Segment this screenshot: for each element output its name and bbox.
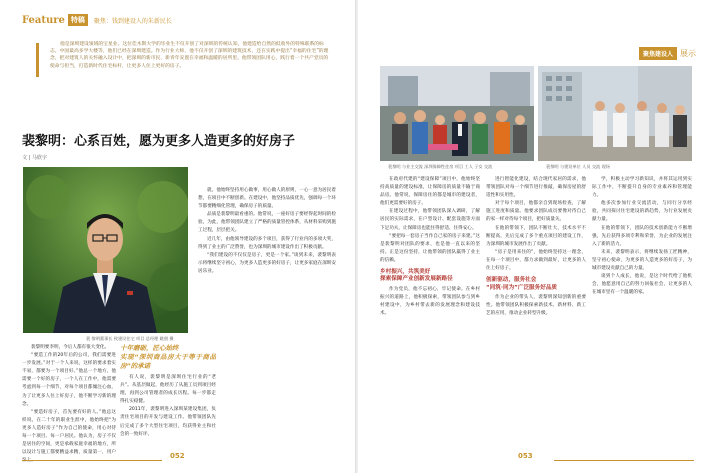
paragraph: 学，积极主动学习新知识，并将其运用到实际工作中，不断提升自身的专业素养和管理能力。	[592, 177, 692, 199]
paragraph: 未来，裴黎明表示，将继续发扬工匠精神，坚守初心使命，为更多的人造更多的好房子，为城市建设贡献自己的力量。	[592, 249, 692, 272]
section-tag: 聚焦建设人	[639, 47, 677, 60]
paragraph: 他多次参加行业交流活动，与同行分享经验，共同探讨住宅建设的新趋势，为行业发展贡献力量。	[592, 201, 692, 223]
pull-quote: 十年磨砺，匠心始终 实现“深圳商品房大于等于商品房”的承诺	[120, 344, 216, 370]
paragraph: 作为党员，他不忘初心，牢记使命。在乡村振兴的道路上，他积极探索，带领团队参与到乡村建设中，为乡村带去新的发展理念和建设技术。	[380, 286, 480, 317]
paragraph: 在他的带领下，团队的技术创新能力不断增强，先后获得多项专利和荣誉，为企业的发展注入了新的活力。	[592, 225, 692, 247]
right-header	[639, 47, 696, 60]
paragraph: “要造好房子，首先要有好的人。”他总这样说，在二十年的职业生涯中，他始终把“为更多人造好房子”作为自己的使命，用心对待每一个项目、每一户居民。他认为，房子不仅是居住的空间，更是承载家庭幸福的地方，所以设计与施工都要精益求精，质量第一，用户	[22, 409, 116, 456]
subheading: 乡村振兴，共筑美好 探索保障产业创新发展新路径	[380, 269, 453, 283]
paragraph: 在政府代建的“建设保障”项目中，他始终坚持高质量的建设标准，让保障房的质量不输于商品房。他常说，保障房住的都是城市的建设者，他们更需要好的房子。	[380, 177, 480, 207]
event-photo-caption: 裴黎明 与业主交流 深圳保障性住房 项目 工人 子女 交流	[388, 164, 493, 169]
paragraph: 品质是裴黎明最看重的。他常说，一座好房子要经得起时间的检验。为此，他带领团队建立了严格的质量管控体系，从材料采购到施工过程，层层把关。	[198, 212, 336, 234]
paragraph: “要造工作的20年后的公司，我们需要进一步发展。”对于一个人来说，这样的要求着实不易，都要为一个项目好。”他总一个地方，他需要一个好的房子，一个人在工作中，他需要考虑到每一个细节，对每个项目都倾注心血，为了让更多人住上好房子，他不断学习新的理念。	[22, 353, 116, 407]
paragraph: 在建设过程中，他带领团队深入调研，了解居民的实际需求，在户型设计、配套设施等方面下足功夫，让保障房也能住得舒适、住得安心。	[380, 209, 480, 231]
right-column-1	[380, 176, 480, 446]
portrait-photo	[23, 167, 188, 333]
left-folio	[170, 452, 185, 460]
paragraph: “房子是用来住的”，他始终坚持这一理念，在每一个项目中，都力求做到最好，让更多的人住上好房子。	[486, 249, 586, 272]
paragraph: 在他的带领下，团队不断壮大，技术水平不断提高，先后完成了多个重点项目的建设工作，为深圳的城市发展作出了贡献。	[486, 225, 586, 247]
left-column-3	[198, 187, 336, 447]
paragraph: 近几年，由他领导建设的多个项目，获得了行业内的多项大奖，得到了业主的广泛赞誉，也为深圳的城市建设作出了积极贡献。	[198, 236, 336, 250]
paragraph: 进行智能化建设，结合现代家居的需求，他带领团队对每一个细节进行推敲，确保房屋的舒适性和实用性。	[486, 177, 586, 199]
article-title: 裴黎明：心系百姓，愿为更多人造更多的好房子	[22, 134, 296, 149]
paragraph: 作为企业的带头人，裴黎明深知创新的重要性。他带领团队积极探索新技术、新材料、新工艺的应用，推动企业转型升级。	[486, 294, 586, 317]
section-tag-en: 展示	[680, 49, 696, 58]
event-photo	[380, 66, 534, 161]
paragraph: “要把每一套房子当作自己家的房子来建。”这是裴黎明对团队的要求，也是他一直以来的坚持。正是这份坚持，让他带领的团队赢得了业主的信赖。	[380, 233, 480, 263]
intro-block	[50, 41, 332, 81]
right-column-2	[486, 176, 586, 446]
right-folio	[518, 452, 533, 460]
folio-rule	[22, 460, 162, 461]
portrait-caption: 裴 黎明董事长 致建设住宅 项目 总经理 姚朋 摄	[86, 336, 174, 341]
site-photo-caption: 裴黎明 与建设单位 人员 交流 现场	[546, 164, 610, 169]
paragraph: “我们建设的不仅仅是房子，更是一个家。”谈到未来，裴黎明表示将继续坚守初心，为更多人造更多的好房子，让更多家庭在深圳安居乐业。	[198, 252, 336, 274]
paragraph: 谈到个人成长，他说，是这个时代给了他机会，他愿意用自己的努力回报社会，让更多的人在城市里有一个温暖的家。	[592, 274, 692, 296]
section-label: 聚焦：钱到建设人的朱新民长	[93, 17, 172, 25]
event-illustration	[380, 66, 534, 161]
right-page	[358, 0, 714, 473]
paragraph: 2011年，裴黎明进入深圳某建设集团，负责住宅项目的开发与建设工作。他带领团队先后完成了多个大型住宅项目，均获得业主和社会的一致好评。	[120, 407, 216, 437]
paragraph: 有人说，裴黎明是深圳住宅行业的“老兵”。从基层做起，他经历了从施工员到项目经理，再到公司管理者的成长历程。每一步都走得扎实稳健。	[120, 375, 216, 405]
paragraph: 对于每个项目，他都亲自到现场检查，了解施工进度和质量。他要求团队成员要像对待自己的家一样对待每个项目，把好质量关。	[486, 201, 586, 223]
intro-accent-bar	[36, 43, 39, 77]
left-page	[0, 0, 356, 473]
portrait-illustration	[23, 167, 188, 333]
feature-label: Feature	[22, 14, 65, 26]
page-number: 052	[170, 452, 185, 460]
site-illustration	[538, 66, 692, 161]
right-column-3	[592, 176, 692, 446]
paragraph: 裴黎明要李明，今后人都有很大变化。	[31, 345, 110, 350]
byline: 文 | 马欣宇	[22, 155, 47, 161]
subheading: 创新驱动，服务社会 “同筑·同为”广泛服务好品质	[486, 277, 558, 291]
left-header	[22, 13, 172, 27]
feature-cn-label: 特稿	[68, 14, 88, 26]
page-number: 053	[518, 452, 533, 460]
intro-text: 他是深圳建设领域的宝星业。这位佳木斯大学的毕业生不仅开创了对深圳的传统认知，他建造给自然的低收外的特殊联系的标志，中国最高多学大楼等，他们已经在深圳建造。作为行业大师，他不仅开创了深圳的建筑技术，还在实践中提出“幸福的住宅”的理念，把对建筑人的关怀融入设计中，把深圳的新市民、新青年安置在幸福和温暖的居所里。他带领团队用心，践行着一个共产党员的使命与担当，打造新时代住宅标杆，让更多人住上更好的房子。	[50, 42, 329, 69]
site-photo	[538, 66, 692, 161]
paragraph: 就，他始终坚持用心做事，用心做人的原则，一心一意为居民着想，在项目中不断创新。在建设中，他坚持品质优先，强调每一个环节都要精细化管理，确保房子的质量。	[198, 188, 336, 210]
left-column-1	[22, 344, 116, 465]
folio-rule	[554, 460, 694, 461]
